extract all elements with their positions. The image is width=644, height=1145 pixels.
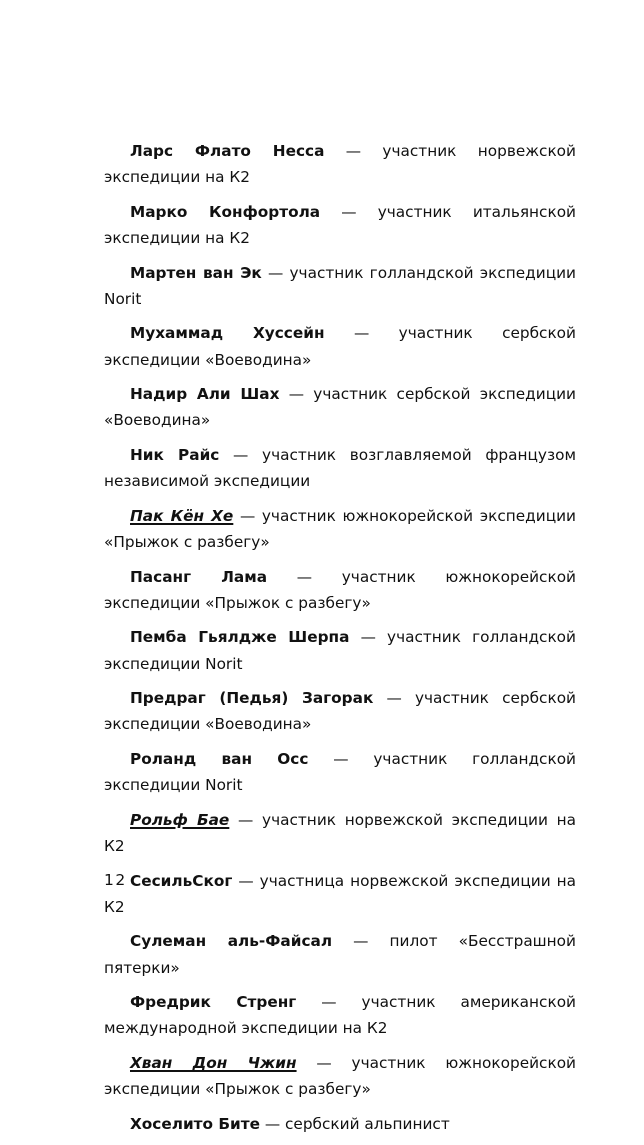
list-item — [104, 503, 576, 555]
person-name: Фредрик Стренг — [130, 993, 297, 1012]
person-description: — участник американской международной экспедиции на К2 — [104, 993, 576, 1038]
list-item — [104, 1111, 576, 1137]
person-description: — участник итальянской экспедиции на К2 — [104, 202, 576, 247]
list-item — [104, 928, 576, 980]
character-list — [104, 138, 576, 1145]
person-name: Роланд ван Осс — [130, 749, 309, 768]
list-item — [104, 320, 576, 372]
person-description: — участник возглавляемой французом независимой экспедиции — [104, 445, 576, 491]
person-description: — участник южнокорейской экспедиции «Прыжок с разбегу» — [104, 567, 576, 612]
list-item — [104, 442, 576, 494]
person-name: Хоселито Бите — [130, 1114, 260, 1133]
list-item — [104, 199, 576, 251]
person-description: — участник голландской экспедиции Norit — [104, 263, 576, 308]
person-name: Мухаммад Хуссейн — [130, 324, 325, 343]
person-name: Ник Райс — [130, 445, 220, 464]
person-name: Пак Кён Хе — [130, 506, 234, 525]
person-description: — участник голландской экспедиции Norit — [104, 749, 576, 795]
list-item — [104, 381, 576, 433]
person-name: Мартен ван Эк — [130, 263, 262, 282]
list-item — [104, 685, 576, 737]
list-item — [104, 138, 576, 190]
page-number: 12 — [104, 871, 127, 889]
list-item — [104, 564, 576, 616]
person-description: — участник сербской экспедиции «Воеводина» — [104, 324, 576, 369]
person-description: — участница норвежской экспедиции на К2 — [104, 871, 576, 916]
person-description: — участник сербской экспедиции «Воеводина» — [104, 385, 576, 430]
person-name: Пемба Гьялдже Шерпа — [130, 628, 350, 647]
person-description: — участник норвежской экспедиции на К2 — [104, 810, 576, 855]
person-name: Рольф Бае — [130, 810, 230, 829]
list-item — [104, 260, 576, 312]
person-description: — пилот «Бесстрашной пятерки» — [104, 932, 576, 977]
person-name: Марко Конфортола — [130, 202, 321, 221]
list-item — [104, 868, 576, 920]
person-description: — участник норвежской экспедиции на К2 — [104, 142, 576, 187]
person-name: Пасанг Лама — [130, 567, 268, 586]
person-description: — сербский альпинист — [260, 1114, 450, 1133]
person-name: Надир Али Шах — [130, 385, 280, 404]
list-item — [104, 624, 576, 676]
list-item — [104, 1050, 576, 1102]
person-description: — участник южнокорейской экспедиции «Прыжок с разбегу» — [104, 506, 576, 551]
person-name: Хван Дон Чжин — [130, 1053, 297, 1072]
list-item — [104, 807, 576, 859]
person-name: Сулеман аль-Файсал — [130, 932, 333, 951]
person-name: Предраг (Педья) Загорак — [130, 689, 374, 708]
list-item — [104, 746, 576, 798]
person-name: СесильСког — [130, 871, 233, 890]
person-description: — участник голландской экспедиции Norit — [104, 628, 576, 673]
list-item — [104, 989, 576, 1041]
person-description: — участник южнокорейской экспедиции «Прыжок с разбегу» — [104, 1053, 576, 1099]
person-name: Ларс Флато Несса — [130, 142, 325, 160]
person-description: — участник сербской экспедиции «Воеводина» — [104, 689, 576, 734]
